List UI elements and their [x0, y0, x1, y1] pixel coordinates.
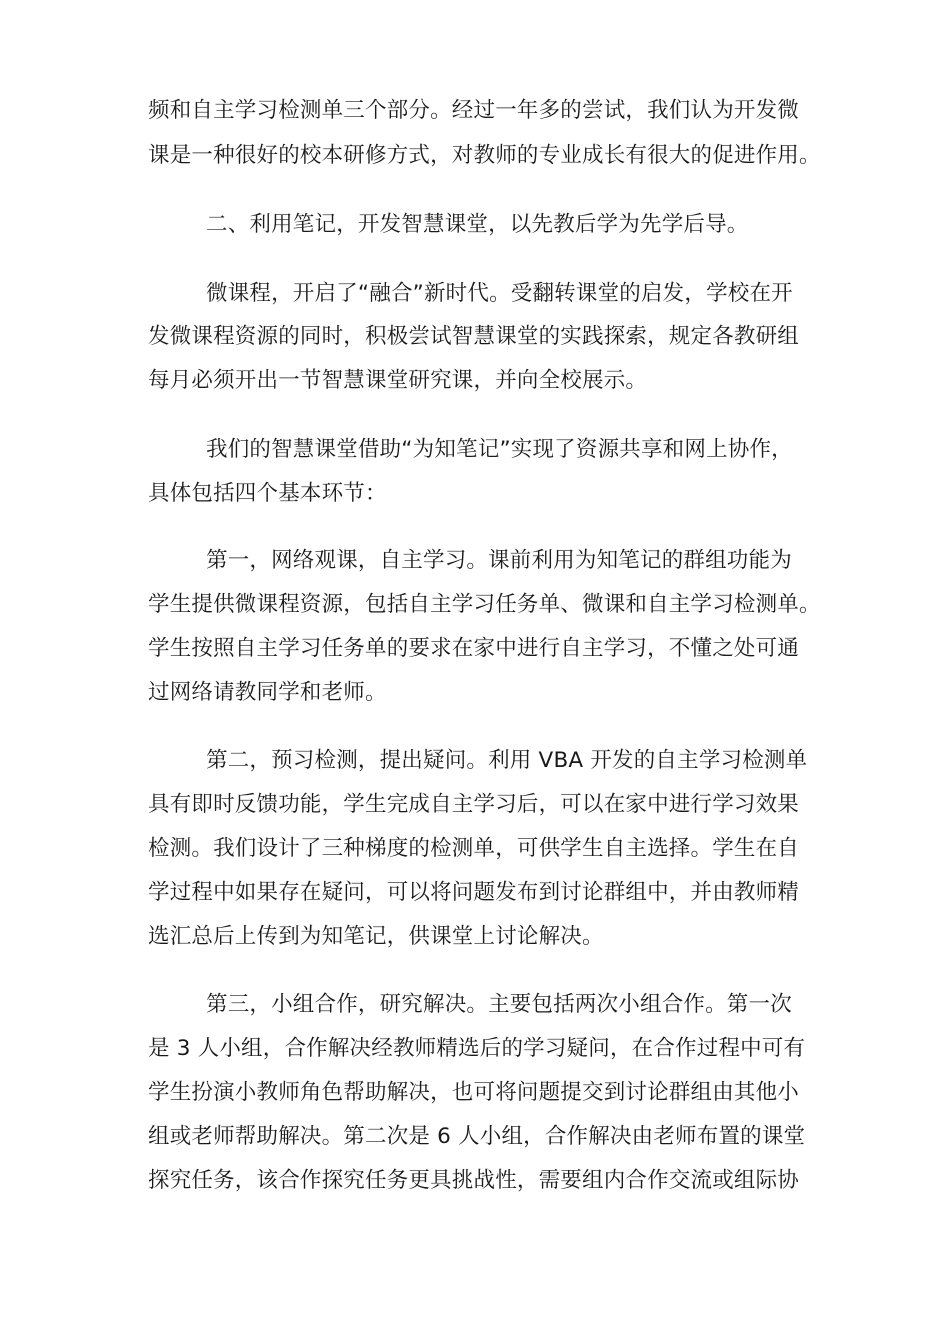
text-line: 第二，预习检测，提出疑问。利用 VBA 开发的自主学习检测单 [206, 748, 808, 773]
text-line: 具体包括四个基本环节： [148, 481, 387, 506]
text-line: 是 3 人小组，合作解决经教师精选后的学习疑问，在合作过程中可有 [148, 1036, 806, 1061]
text-line: 第一，网络观课，自主学习。课前利用为知笔记的群组功能为 [206, 548, 792, 573]
text-line: 学生按照自主学习任务单的要求在家中进行自主学习，不懂之处可通 [148, 636, 800, 661]
text-line: 学生提供微课程资源，包括自主学习任务单、微课和自主学习检测单。 [148, 592, 821, 617]
text-line: 每月必须开出一节智慧课堂研究课，并向全校展示。 [148, 368, 648, 393]
text-line: 过网络请教同学和老师。 [148, 680, 387, 705]
text-line: 频和自主学习检测单三个部分。经过一年多的尝试，我们认为开发微 [148, 98, 800, 123]
text-line: 具有即时反馈功能，学生完成自主学习后，可以在家中进行学习效果 [148, 792, 800, 817]
text-line: 微课程，开启了“融合”新时代。受翻转课堂的启发，学校在开 [206, 281, 793, 306]
text-line: 组或老师帮助解决。第二次是 6 人小组，合作解决由老师布置的课堂 [148, 1124, 806, 1149]
text-line: 课是一种很好的校本研修方式，对教师的专业成长有很大的促进作用。 [148, 143, 821, 168]
text-line: 发微课程资源的同时，积极尝试智慧课堂的实践探索，规定各教研组 [148, 324, 800, 349]
text-line: 学生扮演小教师角色帮助解决，也可将问题提交到讨论群组由其他小 [148, 1080, 800, 1105]
text-line: 我们的智慧课堂借助“为知笔记”实现了资源共享和网上协作， [206, 437, 793, 462]
text-line: 检测。我们设计了三种梯度的检测单，可供学生自主选择。学生在自 [148, 836, 800, 861]
section-heading: 二、利用笔记，开发智慧课堂，以先教后学为先学后导。 [206, 212, 749, 237]
text-line: 选汇总后上传到为知笔记，供课堂上讨论解决。 [148, 924, 604, 949]
text-line: 学过程中如果存在疑问，可以将问题发布到讨论群组中，并由教师精 [148, 880, 800, 905]
text-line: 第三，小组合作，研究解决。主要包括两次小组合作。第一次 [206, 992, 792, 1017]
text-line: 探究任务，该合作探究任务更具挑战性，需要组内合作交流或组际协 [148, 1168, 800, 1193]
